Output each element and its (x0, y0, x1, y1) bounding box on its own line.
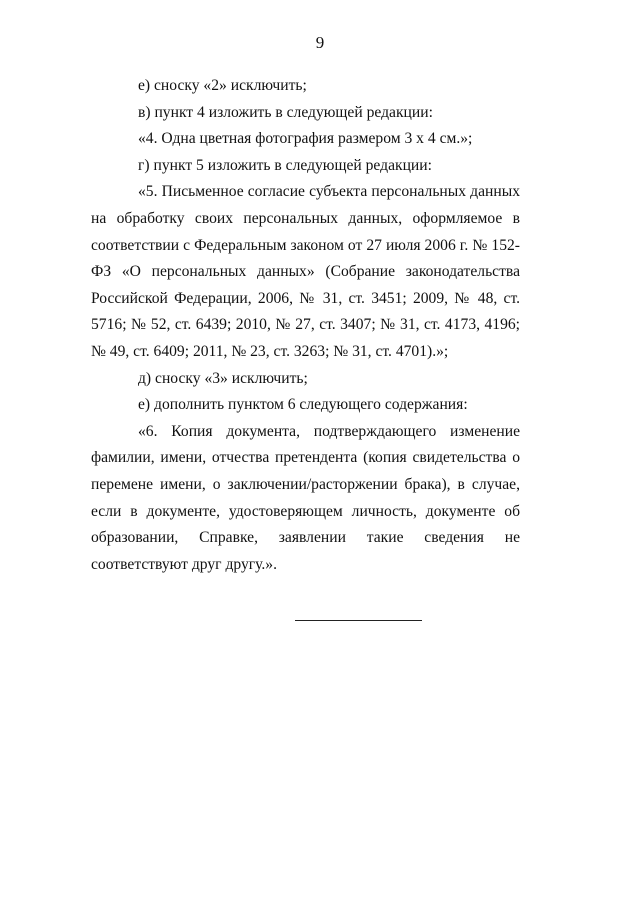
paragraph-item-4-text: «4. Одна цветная фотография размером 3 х 4 см.»; (138, 130, 473, 148)
page-number: 9 (315, 33, 325, 52)
paragraph-item-5-intro: г) пункт 5 изложить в следующей редакции: (138, 156, 432, 174)
paragraph-item-6-intro: е) дополнить пунктом 6 следующего содержания: (138, 396, 468, 414)
paragraph-footnote-2: е) сноску «2» исключить; (138, 77, 307, 94)
document-body (91, 73, 520, 578)
end-divider-line (295, 620, 422, 621)
paragraph-item-4-intro: в) пункт 4 изложить в следующей редакции: (138, 103, 433, 121)
paragraph-item-5-text: «5. Письменное согласие субъекта персональных данных на обработку своих персональных данных, оформляемое в соответствии с Федеральным законом от 27 июля 2006 г. № 152-ФЗ «О персональных данных» (Собрание законодательства Российской Федерации, 2006, № 31, ст. 3451; 2009, № 48, ст. 5716; № 52, ст. 6439; 2010, № 27, ст. 3407; № 31, ст. 4173, 4196; № 49, ст. 6409; 2011, № 23, ст. 3263; № 31, ст. 4701).»; (91, 183, 520, 360)
paragraph-footnote-3: д) сноску «3» исключить; (138, 369, 308, 387)
paragraph-item-6-text: «6. Копия документа, подтверждающего изменение фамилии, имени, отчества претендента (копия свидетельства о перемене имени, о заключении/расторжении брака), в случае, если в документе, удостоверяющем личность, документе об образовании, Справке, заявлении такие сведения не соответствуют друг другу.». (91, 422, 520, 573)
